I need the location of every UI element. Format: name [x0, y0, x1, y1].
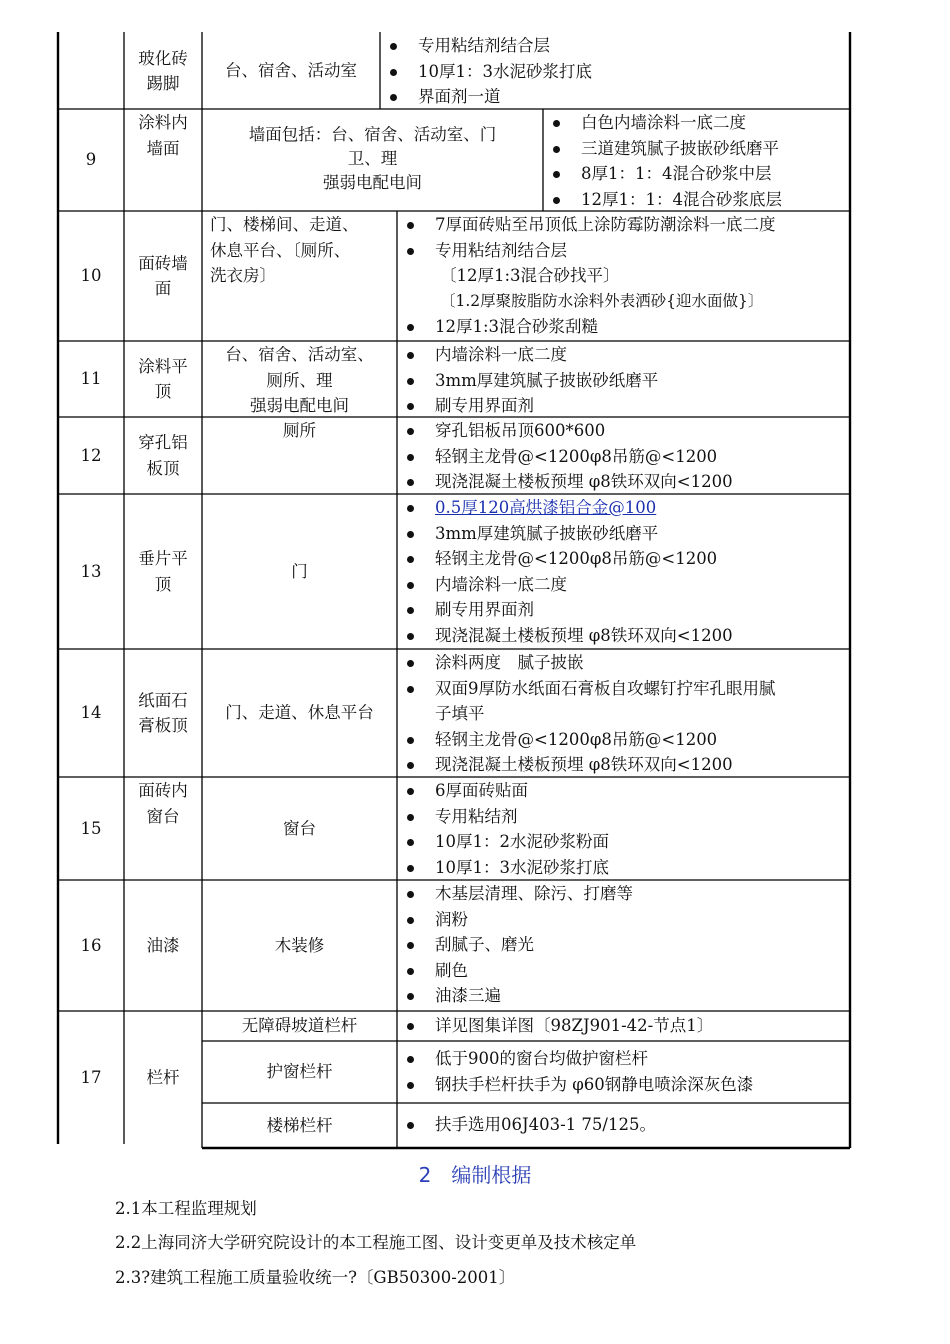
list-item: 刷专用界面剂 [397, 393, 850, 419]
row-number: 14 [80, 703, 102, 723]
row-name: 垂片平 顶 [138, 549, 188, 594]
list-item: 现浇混凝土楼板预埋 φ8铁环双向<1200 [397, 469, 850, 495]
list-item: 现浇混凝土楼板预埋 φ8铁环双向<1200 [397, 623, 850, 649]
list-item: 专用粘结剂 [397, 804, 850, 830]
row-items [397, 778, 850, 880]
list-note: 〔12厚1:3混合砂找平〕 [440, 266, 620, 285]
reference-line: 2.3?建筑工程施工质量验收统一?〔GB50300-2001〕 [115, 1268, 516, 1287]
list-item: 8厚1：1：4混合砂浆中层 [543, 161, 850, 187]
row-number: 9 [85, 150, 97, 170]
list-item: 7厚面砖贴至吊顶低上涂防霉防潮涂料一底二度 [397, 212, 850, 238]
list-item: 轻钢主龙骨@<1200φ8吊筋@<1200 [397, 444, 850, 470]
row-items [397, 1046, 850, 1097]
list-item: 轻钢主龙骨@<1200φ8吊筋@<1200 [397, 727, 850, 753]
row-items [397, 342, 850, 419]
row-area: 木装修 [274, 935, 325, 955]
list-item: 木基层清理、除污、打磨等 [397, 881, 850, 907]
reference-line: 2.2上海同济大学研究院设计的本工程施工图、设计变更单及技术核定单 [115, 1233, 637, 1252]
list-item: 界面剂一道 [380, 84, 850, 110]
list-item: 12厚1:3混合砂浆刮糙 [397, 314, 850, 340]
list-item: 钢扶手栏杆扶手为 φ60钢静电喷涂深灰色漆 [397, 1072, 850, 1098]
row-area: 门 [291, 561, 308, 581]
list-item: 穿孔铝板吊顶600*600 [397, 418, 850, 444]
list-item: 3mm厚建筑腻子披嵌砂纸磨平 [397, 521, 850, 547]
row-items [380, 33, 850, 110]
row-name: 面砖内 窗台 [138, 781, 188, 826]
list-item: 低于900的窗台均做护窗栏杆 [397, 1046, 850, 1072]
list-item: 刷色 [397, 958, 850, 984]
row-items [397, 1112, 850, 1138]
row-area: 窗台 [283, 818, 316, 838]
list-item: 专用粘结剂结合层 [380, 33, 850, 59]
list-item: 6厚面砖贴面 [397, 778, 850, 804]
row-name: 玻化砖 踢脚 [138, 48, 188, 93]
list-item: 内墙涂料一底二度 [397, 342, 850, 368]
list-item: 刷专用界面剂 [397, 597, 850, 623]
row-items [397, 418, 850, 495]
row-name: 栏杆 [146, 1067, 180, 1087]
sub-area: 护窗栏杆 [266, 1062, 333, 1082]
row-name: 涂料平 顶 [138, 356, 188, 401]
list-item: 详见图集详图〔98ZJ901-42-节点1〕 [397, 1013, 850, 1039]
row-items [543, 110, 850, 212]
list-item: 12厚1：1：4混合砂浆底层 [543, 187, 850, 213]
row-items [397, 881, 850, 1009]
list-item: 三道建筑腻子披嵌砂纸磨平 [543, 136, 850, 162]
row-number: 16 [80, 935, 102, 955]
list-item-continuation: 子填平 [435, 704, 485, 723]
list-item: 轻钢主龙骨@<1200φ8吊筋@<1200 [397, 546, 850, 572]
row-name: 纸面石 膏板顶 [138, 690, 188, 735]
row-number: 15 [80, 818, 102, 838]
row-number: 10 [80, 266, 102, 286]
row-name: 涂料内 墙面 [138, 113, 188, 158]
list-item: 白色内墙涂料一底二度 [543, 110, 850, 136]
row-area: 厕所 [283, 421, 316, 440]
row-area: 台、宿舍、活动室 [225, 60, 357, 80]
list-item: 内墙涂料一底二度 [397, 572, 850, 598]
list-item [397, 495, 850, 521]
row-number: 13 [80, 561, 102, 581]
row-number: 11 [80, 369, 102, 389]
list-item: 10厚1：3水泥砂浆打底 [380, 59, 850, 85]
spec-link[interactable]: 0.5厚120高烘漆铝合金@100 [435, 498, 657, 517]
sub-area: 楼梯栏杆 [266, 1115, 333, 1135]
list-item: 现浇混凝土楼板预埋 φ8铁环双向<1200 [397, 752, 850, 778]
row-area: 墙面包括：台、宿舍、活动室、门 卫、理 强弱电配电间 [248, 125, 497, 192]
section-title: 2 编制根据 [418, 1163, 532, 1187]
reference-line: 2.1本工程监理规划 [115, 1199, 257, 1218]
list-item: 3mm厚建筑腻子披嵌砂纸磨平 [397, 368, 850, 394]
list-item: 涂料两度 腻子披嵌 [397, 650, 850, 676]
row-name: 穿孔铝 板顶 [138, 433, 188, 478]
row-items [397, 650, 850, 778]
row-name: 油漆 [146, 935, 180, 955]
list-item: 刮腻子、磨光 [397, 932, 850, 958]
list-item: 10厚1：2水泥砂浆粉面 [397, 829, 850, 855]
list-note: 〔1.2厚聚胺脂防水涂料外表洒砂{迎水面做}〕 [440, 291, 764, 310]
list-item: 扶手选用06J403-1 75/125。 [397, 1112, 850, 1138]
list-item: 专用粘结剂结合层 [397, 238, 850, 264]
list-item: 润粉 [397, 907, 850, 933]
list-item: 双面9厚防水纸面石膏板自攻螺钉拧牢孔眼用腻 [397, 676, 850, 702]
list-item: 10厚1：3水泥砂浆打底 [397, 855, 850, 881]
row-name: 面砖墙 面 [138, 253, 188, 298]
row-area: 门、楼梯间、走道、 休息平台、〔厕所、 洗衣房〕 [210, 215, 359, 285]
list-item: 油漆三遍 [397, 983, 850, 1009]
sub-area: 无障碍坡道栏杆 [241, 1016, 358, 1036]
row-items [397, 495, 850, 648]
row-number: 17 [80, 1067, 102, 1087]
row-items [397, 212, 850, 340]
row-items [397, 1013, 850, 1039]
row-area: 台、宿舍、活动室、 厕所、理 强弱电配电间 [225, 345, 374, 415]
row-number: 12 [80, 445, 102, 465]
row-area: 门、走道、休息平台 [225, 703, 374, 723]
